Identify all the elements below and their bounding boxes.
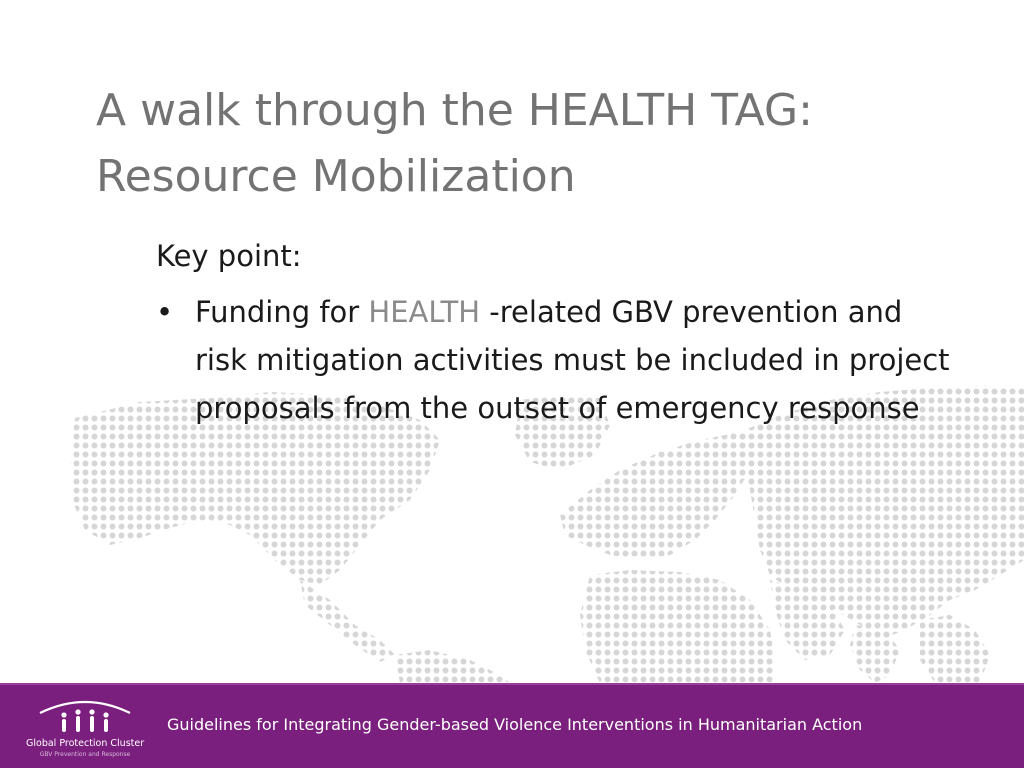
- title-line-2: Resource Mobilization: [96, 151, 576, 202]
- logo-subtitle: GBV Prevention and Response: [39, 751, 131, 758]
- title-line-1: A walk through the HEALTH TAG:: [96, 85, 813, 136]
- people-arc-icon: [26, 695, 144, 739]
- logo-name: Global Protection Cluster: [26, 738, 145, 749]
- footer-bar: [0, 683, 1024, 768]
- bullet-list: [156, 288, 956, 432]
- bullet-item: [156, 288, 955, 432]
- bullet-dot: •: [156, 295, 174, 329]
- global-protection-cluster-logo: [26, 695, 144, 765]
- map-south-america: [395, 650, 510, 683]
- bullet-text-after: -related GBV prevention and risk mitigation activities must be included in project proposals from the outset of emergency response: [195, 295, 950, 425]
- bullet-highlight: HEALTH: [368, 295, 481, 329]
- bullet-text-before: Funding for: [195, 295, 369, 329]
- map-southeast-asia: [920, 615, 990, 683]
- key-point-label: Key point:: [156, 239, 302, 273]
- map-africa: [580, 570, 775, 683]
- slide-content: [156, 234, 956, 432]
- slide-title: [96, 78, 956, 210]
- footer-text: Guidelines for Integrating Gender-based Violence Interventions in Humanitarian Action: [167, 715, 863, 734]
- map-central-america: [300, 580, 395, 662]
